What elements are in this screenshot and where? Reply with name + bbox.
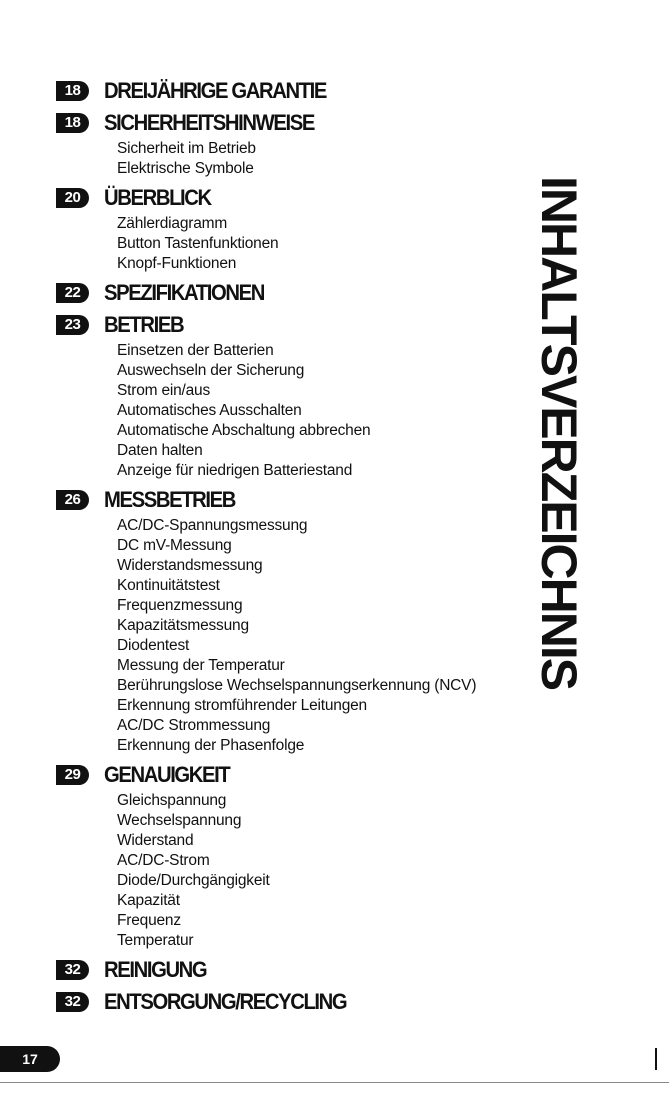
toc-item[interactable]: Erkennung der Phasenfolge (117, 737, 305, 754)
side-title: INHALTSVERZEICHNIS (531, 176, 587, 690)
toc-section[interactable] (56, 309, 516, 341)
toc-item[interactable]: Zählerdiagramm (117, 215, 228, 232)
toc-item[interactable]: Button Tastenfunktionen (117, 235, 279, 252)
toc-item[interactable]: DC mV-Messung (117, 537, 232, 554)
section-page-badge: 32 (56, 960, 89, 980)
toc-item[interactable]: AC/DC-Spannungsmessung (117, 517, 308, 534)
section-title: ÜBERBLICK (104, 185, 211, 210)
toc-item[interactable]: Kapazitätsmessung (117, 617, 249, 634)
toc-item[interactable]: Daten halten (117, 442, 203, 459)
section-title: SPEZIFIKATIONEN (104, 280, 264, 305)
toc-item[interactable]: Frequenzmessung (117, 597, 243, 614)
toc-item[interactable]: Elektrische Symbole (117, 160, 254, 177)
toc-item[interactable]: Auswechseln der Sicherung (117, 362, 305, 379)
toc-item[interactable]: Sicherheit im Betrieb (117, 140, 256, 157)
section-page-badge: 29 (56, 765, 89, 785)
section-page-badge: 26 (56, 490, 89, 510)
toc-item[interactable]: Gleichspannung (117, 792, 227, 809)
section-page-badge: 23 (56, 315, 89, 335)
toc-item[interactable]: Messung der Temperatur (117, 657, 285, 674)
toc-item[interactable]: Berührungslose Wechselspannungserkennung (NCV) (117, 677, 477, 694)
toc-item[interactable]: Diodentest (117, 637, 190, 654)
section-items (117, 791, 516, 951)
section-title: GENAUIGKEIT (104, 762, 230, 787)
toc-section[interactable] (56, 182, 516, 214)
toc-item[interactable]: Einsetzen der Batterien (117, 342, 274, 359)
toc-section[interactable] (56, 277, 516, 309)
toc-item[interactable]: Temperatur (117, 932, 194, 949)
bottom-rule (0, 1082, 669, 1083)
section-title: BETRIEB (104, 312, 184, 337)
section-items (117, 139, 516, 179)
page-number-badge: 17 (0, 1046, 60, 1072)
table-of-contents (56, 75, 516, 1018)
toc-item[interactable]: Widerstandsmessung (117, 557, 263, 574)
toc-section[interactable] (56, 107, 516, 139)
toc-item[interactable]: Widerstand (117, 832, 194, 849)
section-page-badge: 18 (56, 81, 89, 101)
toc-item[interactable]: Frequenz (117, 912, 181, 929)
section-items (117, 516, 516, 756)
section-items (117, 214, 516, 274)
toc-section[interactable] (56, 484, 516, 516)
toc-item[interactable]: Erkennung stromführender Leitungen (117, 697, 367, 714)
toc-item[interactable]: Automatisches Ausschalten (117, 402, 302, 419)
toc-item[interactable]: AC/DC Strommessung (117, 717, 271, 734)
section-title: REINIGUNG (104, 957, 207, 982)
toc-item[interactable]: Wechselspannung (117, 812, 242, 829)
section-title: SICHERHEITSHINWEISE (104, 110, 314, 135)
section-page-badge: 32 (56, 992, 89, 1012)
toc-item[interactable]: Knopf-Funktionen (117, 255, 237, 272)
section-page-badge: 18 (56, 113, 89, 133)
section-title: MESSBETRIEB (104, 487, 236, 512)
toc-section[interactable] (56, 75, 516, 107)
edge-mark (655, 1048, 657, 1070)
section-title: ENTSORGUNG/RECYCLING (104, 989, 347, 1014)
section-title: DREIJÄHRIGE GARANTIE (104, 78, 327, 103)
toc-section[interactable] (56, 759, 516, 791)
toc-section[interactable] (56, 954, 516, 986)
section-page-badge: 22 (56, 283, 89, 303)
toc-item[interactable]: Diode/Durchgängigkeit (117, 872, 270, 889)
toc-section[interactable] (56, 986, 516, 1018)
section-items (117, 341, 516, 481)
toc-item[interactable]: Kontinuitätstest (117, 577, 220, 594)
toc-item[interactable]: Strom ein/aus (117, 382, 211, 399)
toc-item[interactable]: AC/DC-Strom (117, 852, 210, 869)
toc-item[interactable]: Kapazität (117, 892, 180, 909)
section-page-badge: 20 (56, 188, 89, 208)
toc-item[interactable]: Anzeige für niedrigen Batteriestand (117, 462, 353, 479)
toc-item[interactable]: Automatische Abschaltung abbrechen (117, 422, 371, 439)
